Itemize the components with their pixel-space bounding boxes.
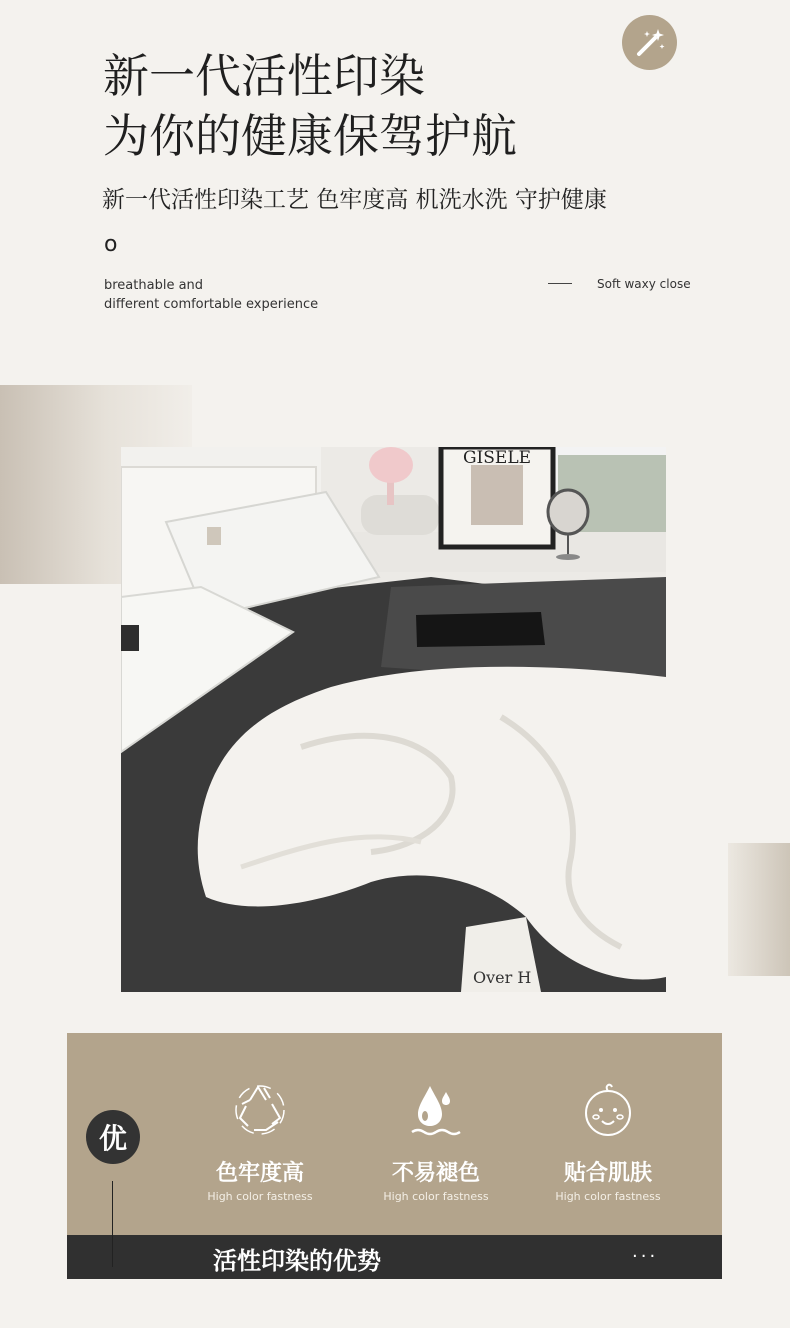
advantages-bar	[67, 1235, 722, 1279]
bedding-photo	[121, 447, 666, 992]
advantages-title: 活性印染的优势	[213, 1247, 381, 1275]
english-caption-left	[104, 276, 318, 314]
title-line-2: 为你的健康保驾护航	[103, 109, 517, 163]
feature-title: 贴合肌肤	[563, 1161, 652, 1186]
subtitle: 新一代活性印染工艺 色牢度高 机洗水洗 守护健康	[102, 187, 607, 213]
divider-dash	[548, 283, 572, 284]
more-dots: ···	[632, 1246, 659, 1267]
decor-gradient-right	[728, 843, 790, 976]
recycle-icon	[228, 1078, 292, 1142]
feature-no-fade	[356, 1078, 516, 1203]
magic-wand-badge	[622, 15, 677, 70]
poster-text: GISELE	[462, 448, 532, 468]
feature-subtitle: High color fastness	[555, 1190, 661, 1203]
degree-mark: o	[104, 232, 118, 257]
feature-subtitle: High color fastness	[207, 1190, 313, 1203]
title-line-1: 新一代活性印染	[103, 49, 425, 103]
magic-wand-icon	[633, 26, 667, 60]
english-caption-right: Soft waxy close	[597, 277, 691, 291]
feature-skin-friendly	[528, 1078, 688, 1203]
water-drop-icon	[404, 1078, 468, 1142]
english-caption-line-2: different comfortable experience	[104, 297, 319, 312]
badge-connector-line	[112, 1181, 113, 1267]
advantage-badge: 优	[86, 1110, 140, 1164]
magazine-text: Over H	[473, 968, 532, 987]
feature-subtitle: High color fastness	[383, 1190, 489, 1203]
feature-color-fastness	[180, 1078, 340, 1203]
baby-face-icon	[576, 1078, 640, 1142]
feature-title: 不易褪色	[391, 1161, 480, 1186]
english-caption-line-1: breathable and	[104, 278, 204, 293]
feature-title: 色牢度高	[215, 1161, 304, 1186]
